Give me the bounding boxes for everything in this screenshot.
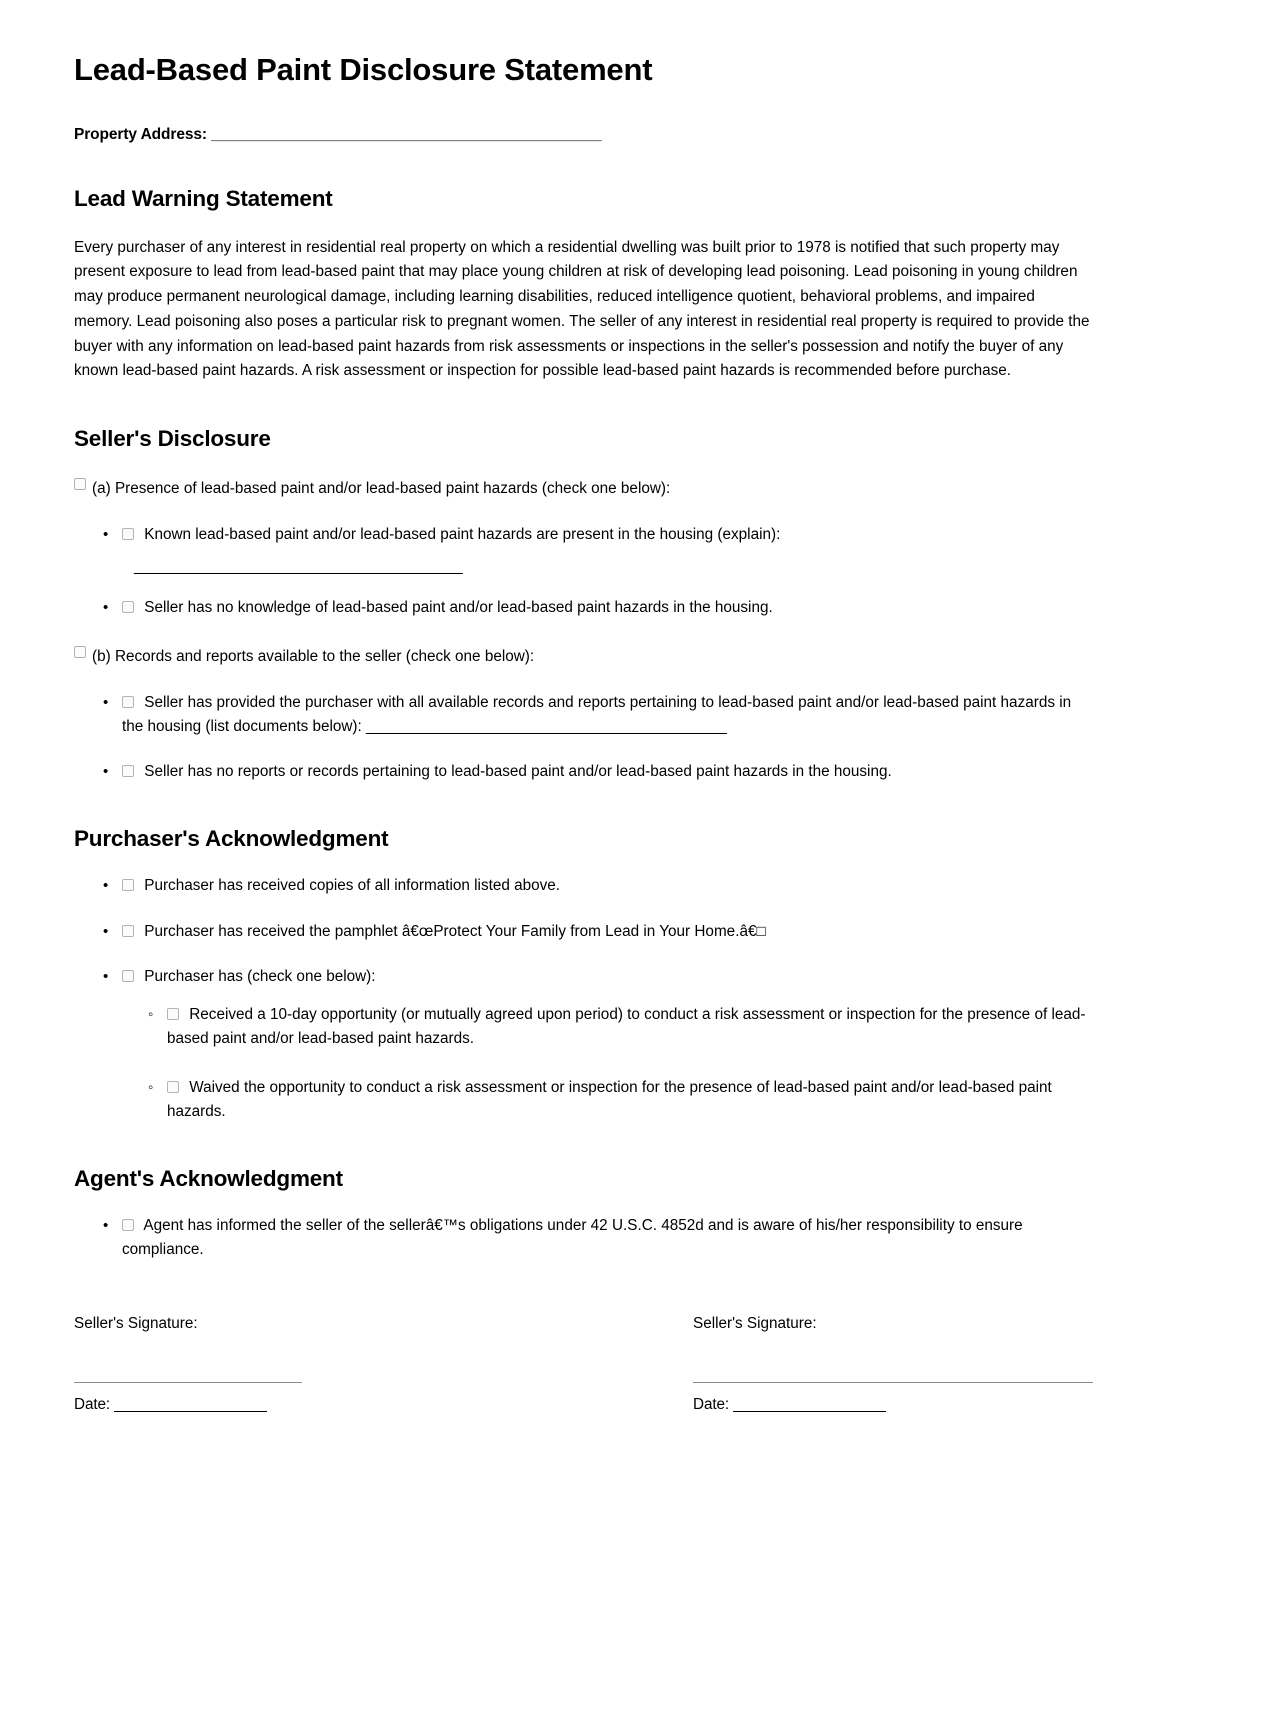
checkbox-purchaser-received-pamphlet[interactable] xyxy=(122,925,134,937)
sub-option-label: Waived the opportunity to conduct a risk assessment or inspection for the presence of lead-based paint and/or lead-based paint hazards. xyxy=(167,1079,1052,1121)
list-item[interactable] xyxy=(74,965,1093,1124)
checkbox-no-knowledge-hazards[interactable] xyxy=(122,601,134,613)
date-label-right: Date: xyxy=(693,1396,730,1414)
purchaser-acknowledgment-list xyxy=(74,874,1093,1124)
option-label: Seller has no reports or records pertaining to lead-based paint and/or lead-based paint hazards in the housing. xyxy=(144,763,892,781)
acknowledgment-label: Purchaser has received the pamphlet â€œProtect Your Family from Lead in Your Home.â€□ xyxy=(144,922,766,940)
sub-option-label: Received a 10-day opportunity (or mutually agreed upon period) to conduct a risk assessment or inspection for the presence of lead-based paint and/or lead-based paint hazards. xyxy=(167,1006,1086,1047)
list-item[interactable] xyxy=(122,1076,1093,1123)
acknowledgment-label: Purchaser has received copies of all information listed above. xyxy=(144,876,561,894)
explain-rule[interactable]: _________________________________________ xyxy=(134,557,463,575)
disclosure-a-options xyxy=(74,523,1093,620)
section-heading-lead-warning: Lead Warning Statement xyxy=(74,185,333,211)
option-label: Seller has no knowledge of lead-based paint and/or lead-based paint hazards in the housing. xyxy=(144,599,773,617)
checkbox-purchaser-has-check-one[interactable] xyxy=(122,970,134,982)
disclosure-item-a[interactable] xyxy=(74,478,1093,501)
disclosure-item-a-label: (a) Presence of lead-based paint and/or lead-based paint hazards (check one below): xyxy=(92,480,671,498)
option-label: Seller has provided the purchaser with all available records and reports pertaining to lead-based paint and/or lead-based paint hazards in the housing (list documents below): xyxy=(122,693,1072,735)
list-item[interactable] xyxy=(74,691,1093,738)
list-documents-rule[interactable]: _____________________________________________ xyxy=(366,717,727,735)
checkbox-agent-informed-seller[interactable] xyxy=(122,1219,134,1231)
list-item[interactable] xyxy=(74,874,1093,898)
lead-warning-paragraph: Every purchaser of any interest in residential real property on which a residential dwelling was built prior to 1978 is notified that such property may present exposure to lead from lead-based paint that may place young children at risk of developing lead poisoning. Lead poisoning in young children may produce permanent neurological damage, including learning disabilities, reduced intelligence quotient, behavioral problems, and impaired memory. Lead poisoning also poses a particular risk to pregnant women. The seller of any interest in residential real property is required to provide the buyer with any information on lead-based paint hazards from risk assessments or inspections in the seller's possession and notify the buyer of any known lead-based paint hazards. A risk assessment or inspection for possible lead-based paint hazards is recommended before purchase. xyxy=(74,238,1090,380)
date-label-left: Date: xyxy=(74,1396,111,1414)
signature-block xyxy=(74,1313,1093,1414)
agent-acknowledgment-list xyxy=(74,1214,1093,1261)
seller-signature-line-left[interactable] xyxy=(74,1336,302,1383)
disclosure-item-b-label: (b) Records and reports available to the seller (check one below): xyxy=(92,647,535,665)
checkbox-no-reports-records[interactable] xyxy=(122,765,134,777)
property-address-label: Property Address: xyxy=(74,125,207,143)
list-item[interactable] xyxy=(74,760,1093,784)
seller-signature-label-right: Seller's Signature: xyxy=(693,1315,817,1333)
section-heading-agents-acknowledgment: Agent's Acknowledgment xyxy=(74,1165,343,1191)
list-item[interactable] xyxy=(74,523,1093,574)
checkbox-known-hazards-present[interactable] xyxy=(122,528,134,540)
purchaser-sub-options xyxy=(122,1003,1093,1124)
date-rule-right[interactable]: ___________________ xyxy=(733,1396,886,1414)
list-item[interactable] xyxy=(74,1214,1093,1261)
section-heading-sellers-disclosure: Seller's Disclosure xyxy=(74,426,271,452)
seller-date-left xyxy=(74,1396,474,1414)
list-item[interactable] xyxy=(122,1003,1093,1050)
seller-signature-line-right[interactable] xyxy=(693,1336,1093,1383)
signature-column-left xyxy=(74,1313,474,1414)
signature-column-right xyxy=(693,1313,1093,1414)
checkbox-disclosure-a[interactable] xyxy=(74,478,86,490)
seller-date-right xyxy=(693,1396,1093,1414)
acknowledgment-label: Agent has informed the seller of the sellerâ€™s obligations under 42 U.S.C. 4852d and is aware of his/her responsibility to ensure compliance. xyxy=(122,1216,1023,1258)
page-title: Lead-Based Paint Disclosure Statement xyxy=(74,52,653,87)
checkbox-purchaser-received-copies[interactable] xyxy=(122,879,134,891)
checkbox-waived-opportunity[interactable] xyxy=(167,1081,179,1093)
property-address-field xyxy=(74,126,1093,144)
date-rule-left[interactable]: ___________________ xyxy=(114,1396,267,1414)
checkbox-disclosure-b[interactable] xyxy=(74,646,86,658)
section-heading-purchasers-acknowledgment: Purchaser's Acknowledgment xyxy=(74,825,389,851)
disclosure-item-b[interactable] xyxy=(74,646,1093,669)
checkbox-records-provided[interactable] xyxy=(122,696,134,708)
property-address-rule[interactable]: ________________________________________________ xyxy=(211,125,601,143)
list-item[interactable] xyxy=(74,596,1093,620)
seller-signature-label-left: Seller's Signature: xyxy=(74,1315,198,1333)
option-label: Known lead-based paint and/or lead-based paint hazards are present in the housing (explain): xyxy=(144,526,781,544)
acknowledgment-label: Purchaser has (check one below): xyxy=(144,968,376,986)
checkbox-received-10-day-opportunity[interactable] xyxy=(167,1008,179,1020)
list-item[interactable] xyxy=(74,920,1093,944)
disclosure-b-options xyxy=(74,691,1093,784)
